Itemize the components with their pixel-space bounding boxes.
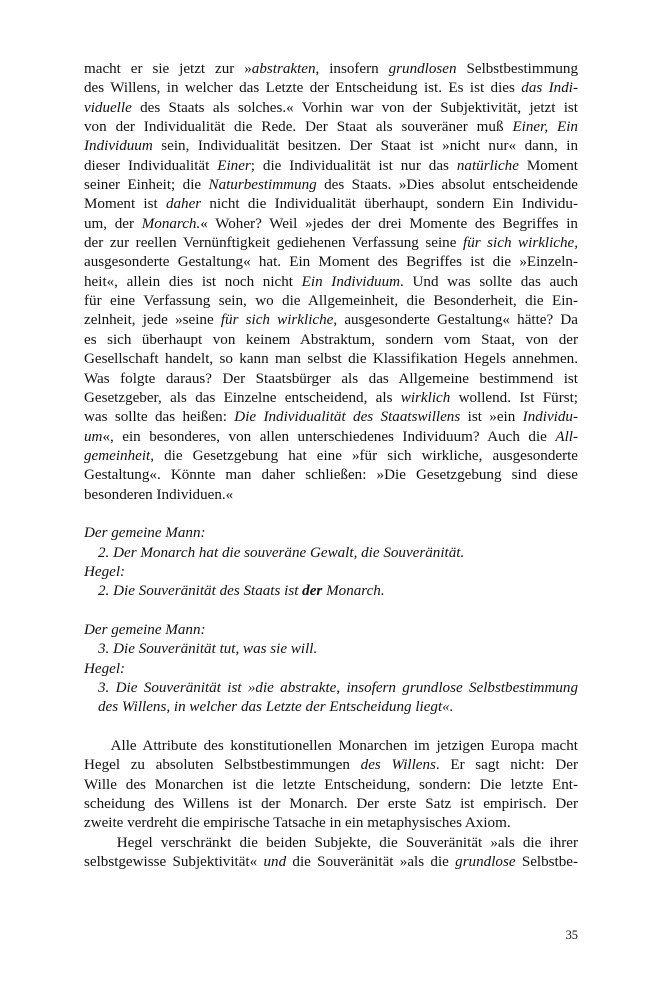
statement-emphasis: der (302, 583, 323, 600)
dialogue-speaker-label: Hegel: (84, 563, 126, 580)
dialogue-statement: 2. Der Monarch hat die souveräne Gewalt, die Souveränität. (98, 544, 465, 561)
text-line: Was folgte daraus? Der Staatsbürger als das Allgemeine bestimmend ist (84, 370, 578, 387)
text-line: der zur reellen Vernünftigkeit gediehenen Verfassung seine für sich wirkliche, (84, 235, 578, 252)
dialogue-block-1 (84, 524, 578, 601)
text-line: macht er sie jetzt zur »abstrakten, insofern grundlosen Selbstbestimmung (84, 61, 579, 77)
text-line: zelnheit, jede »seine für sich wirkliche, ausgesonderte Gestaltung« hätte? Da (84, 312, 578, 329)
dialogue-speaker-label: Der gemeine Mann: (84, 525, 206, 542)
text-line: es sich überhaupt von keinem Abstraktum, sondern vom Staat, von der (84, 331, 578, 348)
text-line: viduelle des Staats als solches.« Vorhin war von der Subjektivität, jetzt ist (84, 99, 578, 116)
text-column (84, 60, 578, 872)
text-line: für eine Verfassung sein, wo die Allgemeinheit, die Besonderheit, die Ein- (84, 293, 578, 310)
page-number: 35 (565, 928, 578, 942)
statement-prefix: 2. Die Souveränität des Staats ist (98, 583, 303, 600)
paragraph-spacer (84, 602, 578, 621)
text-line: Hegel verschränkt die beiden Subjekte, die Souveränität »als die ihrer (84, 834, 578, 851)
paragraph-body-1 (84, 60, 578, 505)
dialogue-speaker-label: Der gemeine Mann: (84, 621, 206, 638)
dialogue-statement: 3. Die Souveränität ist »die abstrakte, insofern grundlose Selbstbestimmung (98, 680, 578, 696)
dialogue-statement: 3. Die Souveränität tut, was sie will. (98, 641, 318, 658)
paragraph-body-3 (84, 834, 578, 873)
paragraph-body-2 (84, 737, 578, 834)
text-line: um, der Monarch.« Woher? Weil »jedes der drei Momente des Begriffes in (84, 215, 578, 232)
text-line: von der Individualität die Rede. Der Staat als souveräner muß Einer, Ein (84, 119, 578, 136)
dialogue-block-2 (84, 621, 578, 718)
statement-suffix: Monarch. (322, 583, 385, 600)
paragraph-spacer (84, 505, 578, 524)
text-line: Gestaltung«. Könnte man daher schließen: »Die Gesetzgebung sind diese (84, 467, 578, 484)
text-line: des Willens, in welcher das Letzte der Entscheidung ist. Es ist dies das Indi- (84, 80, 578, 97)
dialogue-statement: des Willens, in welcher das Letzte der Entscheidung liegt«. (98, 699, 454, 716)
text-line: dieser Individualität Einer; die Individualität ist nur das natürliche Moment (84, 157, 578, 174)
text-line: Hegel zu absoluten Selbstbestimmungen des Willens. Er sagt nicht: Der (84, 757, 578, 774)
text-line: heit«, allein dies ist noch nicht Ein Individuum. Und was sollte das auch (84, 273, 578, 290)
text-line: selbstgewisse Subjektivität« und die Souveränität »als die grundlose Selbstbe- (84, 854, 578, 871)
text-line: Gesetzgeber, als das Einzelne entscheidend, als wirklich wollend. Ist Fürst; (84, 389, 578, 406)
text-line: scheidung des Willens ist der Monarch. Der erste Satz ist empirisch. Der (84, 796, 578, 813)
text-line: Gesellschaft handelt, so kann man selbst die Klassifikation Hegels annehmen. (84, 351, 578, 368)
text-line: Wille des Monarchen ist die letzte Entscheidung, sondern: Die letzte Ent- (84, 776, 578, 793)
text-line: zweite verdreht die empirische Tatsache in ein metaphysisches Axiom. (84, 815, 511, 832)
text-line: Alle Attribute des konstitutionellen Monarchen im jetzigen Europa macht (84, 738, 578, 755)
dialogue-statement (84, 582, 578, 601)
text-line: gemeinheit, die Gesetzgebung hat eine »für sich wirkliche, ausgesonderte (84, 447, 578, 464)
text-line: was sollte das heißen: Die Individualität des Staatswillens ist »ein Individu- (84, 409, 578, 426)
text-line: Individuum sein, Individualität besitzen. Der Staat ist »nicht nur« dann, in (84, 138, 578, 155)
text-line: ausgesonderte Gestaltung« hat. Ein Moment des Begriffes ist die »Einzeln- (84, 254, 578, 271)
paragraph-spacer (84, 718, 578, 737)
dialogue-speaker-label: Hegel: (84, 660, 126, 677)
text-line: seiner Einheit; die Naturbestimmung des Staats. »Dies absolut entscheidende (84, 177, 578, 194)
text-line: besonderen Individuen.« (84, 486, 234, 503)
text-line: Moment ist daher nicht die Individualität überhaupt, sondern Ein Individu- (84, 196, 578, 213)
text-line: um«, ein besonderes, von allen unterschiedenes Individuum? Auch die All- (84, 428, 578, 445)
